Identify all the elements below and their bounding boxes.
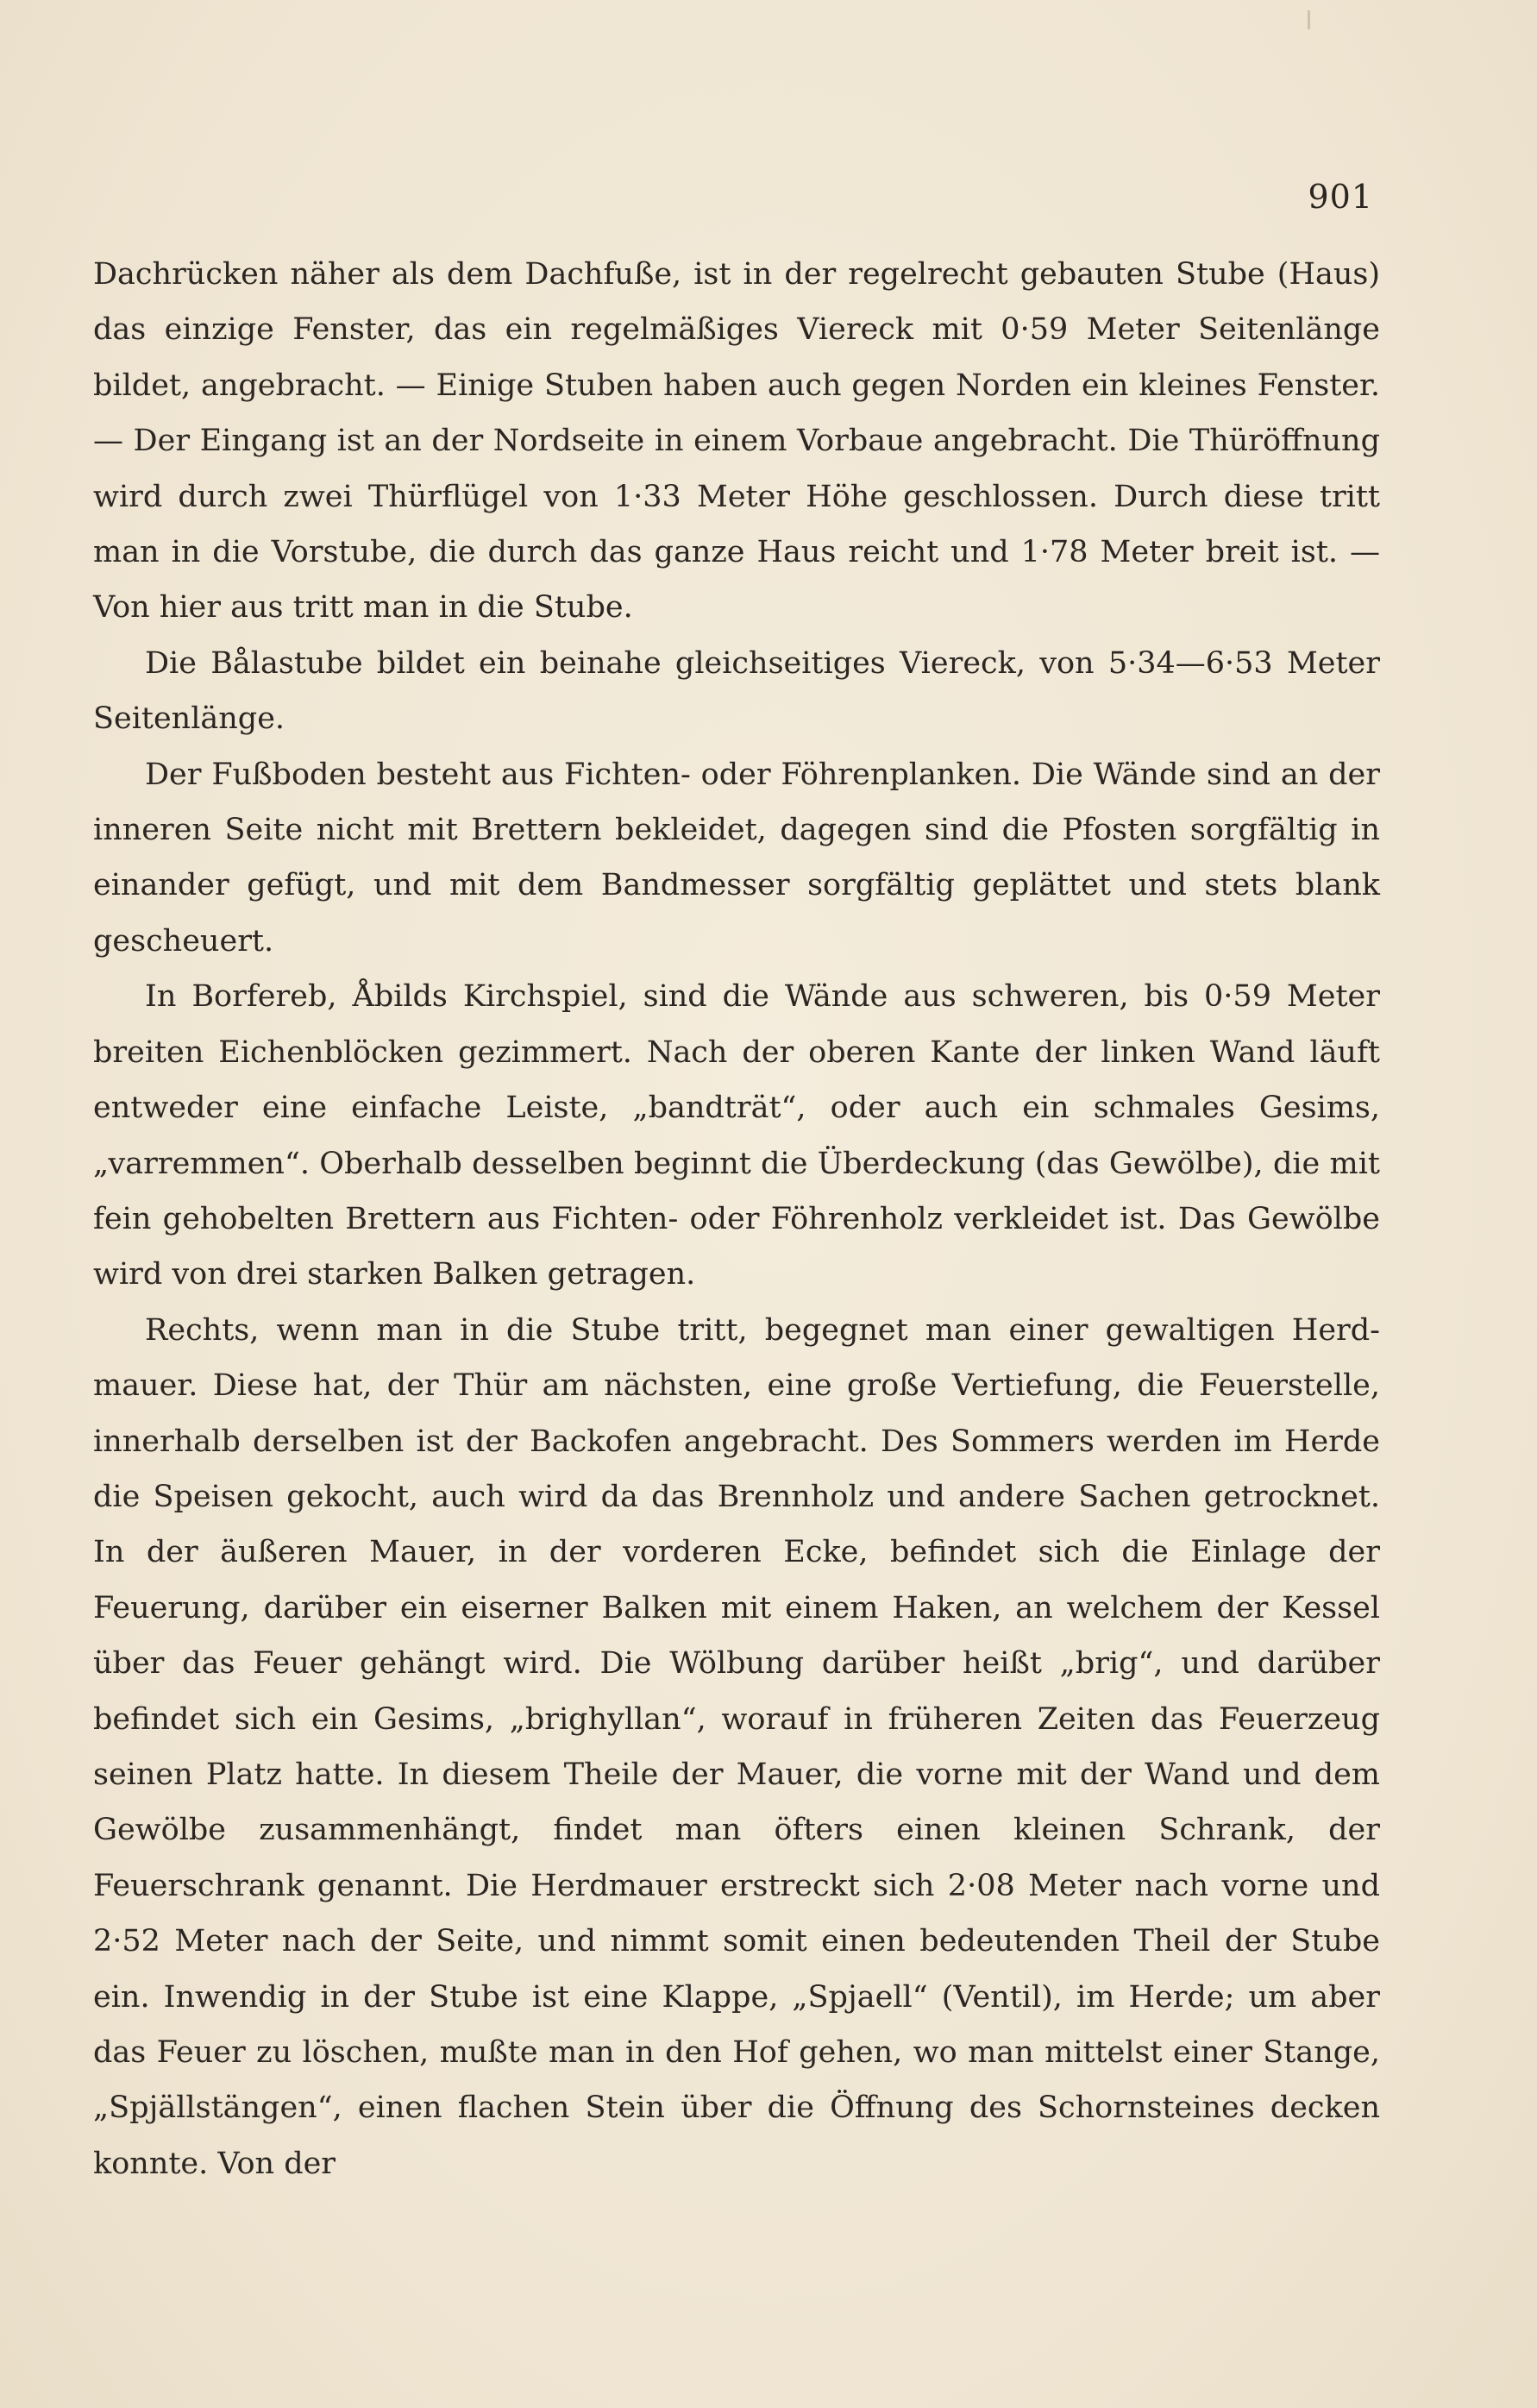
paragraph-4: In Borfereb, Åbilds Kirchspiel, sind die Wände aus schweren, bis 0·59 Meter breiten Eichenblöcken gezimmert. Nach der oberen Kante der linken Wand läuft entweder eine einfache Leiste, „bandträt“, oder auch ein schmales Gesims, „varremmen“. Oberhalb desselben beginnt die Überdeckung (das Gewölbe), die mit fein gehobelten Brettern aus Fichten- oder Föhrenholz verkleidet ist. Das Gewölbe wird von drei starken Balken getragen. (93, 979, 1380, 1292)
paper-speck (1308, 10, 1310, 29)
page-number: 901 (1308, 178, 1373, 216)
paragraph-3: Der Fußboden besteht aus Fichten- oder Föhrenplanken. Die Wände sind an der inneren Seite nicht mit Brettern bekleidet, dagegen sind die Pfosten sorgfältig in einander gefügt, und mit dem Bandmesser sorgfältig geplättet und stets blank gescheuert. (93, 757, 1380, 959)
paragraph-2: Die Bålastube bildet ein beinahe gleichseitiges Viereck, von 5·34—6·53 Meter Seitenlänge. (93, 645, 1380, 737)
paragraph-1: Dachrücken näher als dem Dachfuße, ist in der regelrecht gebauten Stube (Haus) das einzige Fenster, das ein regelmäßiges Viereck mit 0·59 Meter Seitenlänge bildet, angebracht. — Einige Stuben haben auch gegen Norden ein kleines Fenster. — Der Eingang ist an der Nordseite in einem Vorbaue angebracht. Die Thüröffnung wird durch zwei Thürflügel von 1·33 Meter Höhe geschlossen. Durch diese tritt man in die Vorstube, die durch das ganze Haus reicht und 1·78 Meter breit ist. — Von hier aus tritt man in die Stube. (93, 257, 1380, 626)
paragraph-5: Rechts, wenn man in die Stube tritt, begegnet man einer gewaltigen Herdmauer. Diese hat, der Thür am nächsten, eine große Vertiefung, die Feuerstelle, innerhalb derselben ist der Backofen angebracht. Des Sommers werden im Herde die Speisen gekocht, auch wird da das Brennholz und andere Sachen getrocknet. In der äußeren Mauer, in der vorderen Ecke, befindet sich die Einlage der Feuerung, darüber ein eiserner Balken mit einem Haken, an welchem der Kessel über das Feuer gehängt wird. Die Wölbung darüber heißt „brig“, und darüber befindet sich ein Gesims, „brighyllan“, worauf in früheren Zeiten das Feuerzeug seinen Platz hatte. In diesem Theile der Mauer, die vorne mit der Wand und dem Gewölbe zusammenhängt, findet man öfters einen kleinen Schrank, der Feuerschrank genannt. Die Herdmauer erstreckt sich 2·08 Meter nach vorne und 2·52 Meter nach der Seite, und nimmt somit einen bedeutenden Theil der Stube ein. Inwendig in der Stube ist eine Klappe, „Spjaell“ (Ventil), im Herde; um aber das Feuer zu löschen, mußte man in den Hof gehen, wo man mittelst einer Stange, „Spjällstängen“, einen flachen Stein über die Öffnung des Schornsteines decken konnte. Von der (93, 1312, 1380, 2181)
body-text (93, 247, 1380, 2191)
